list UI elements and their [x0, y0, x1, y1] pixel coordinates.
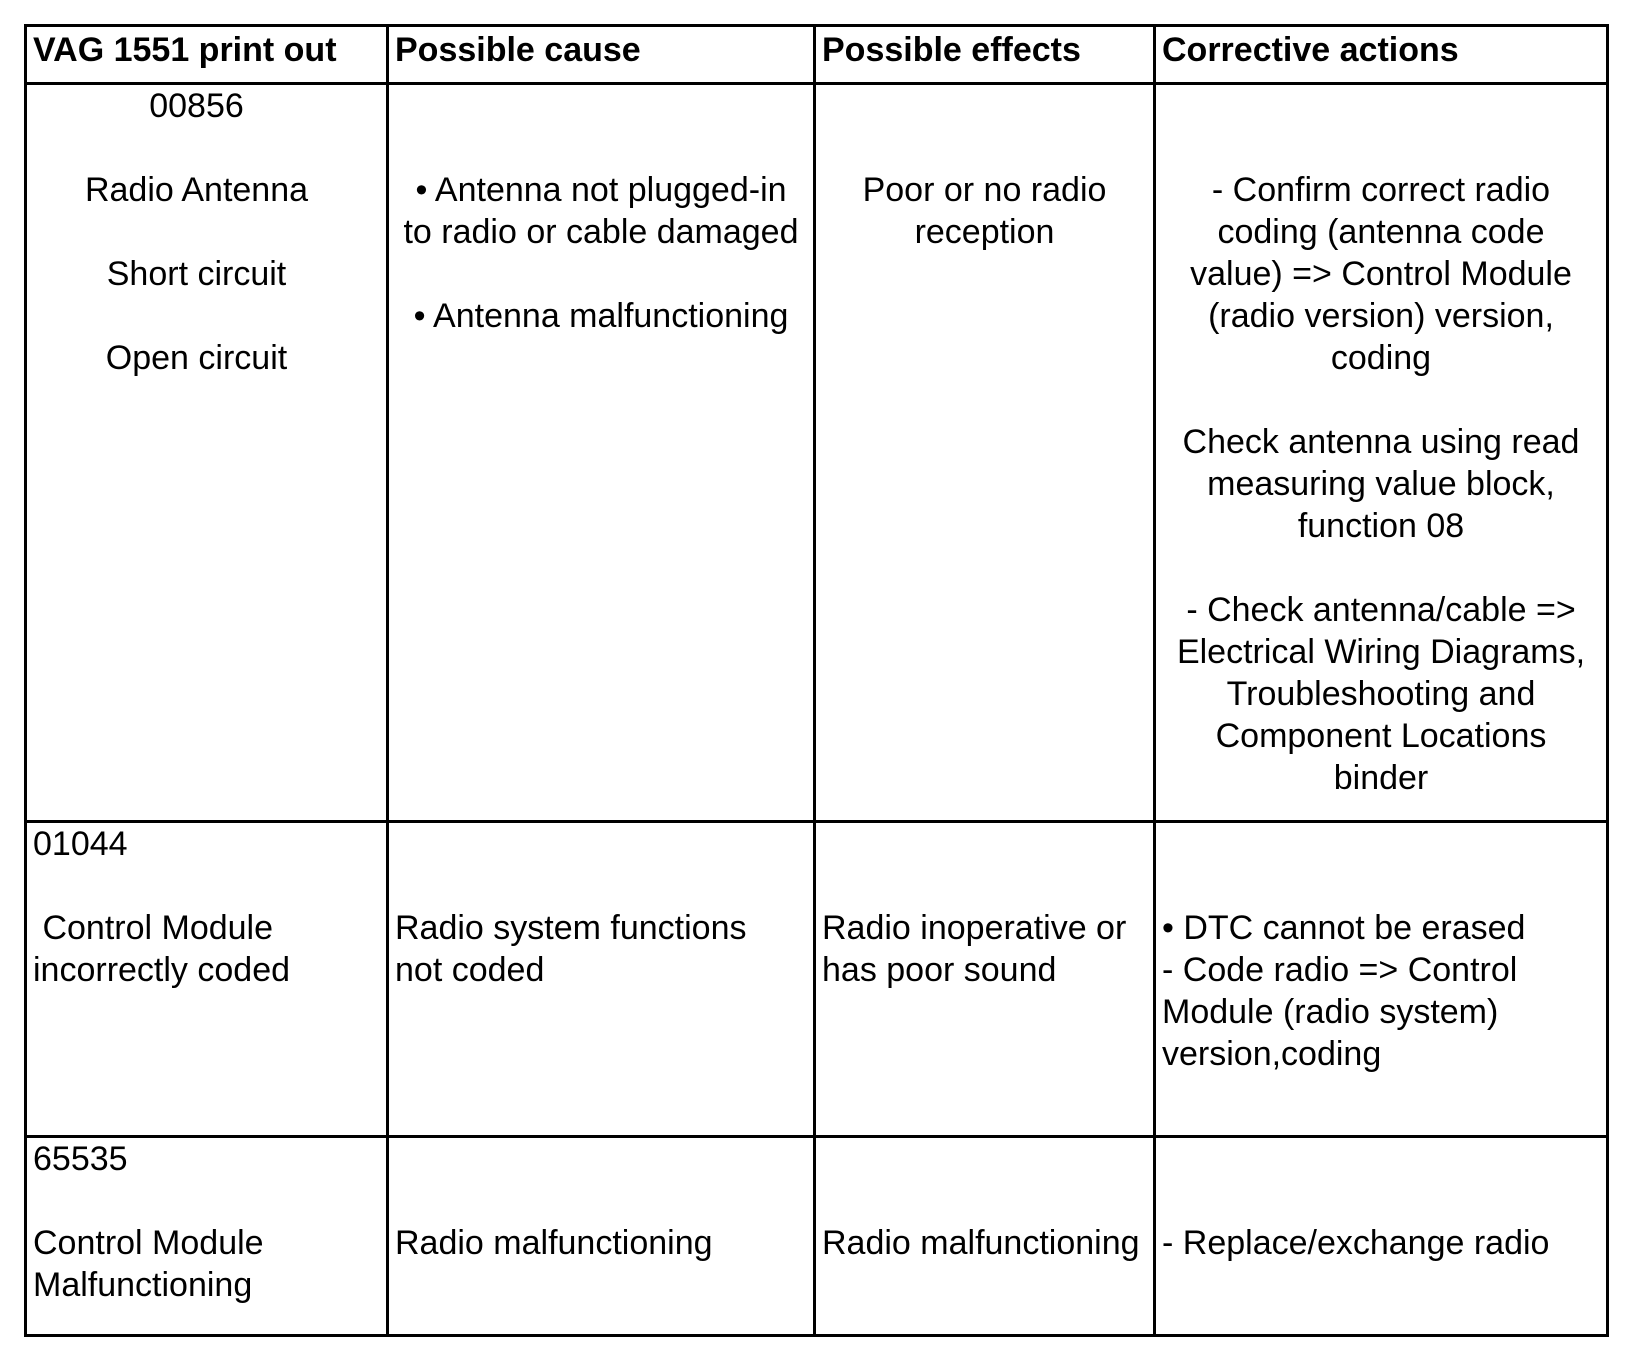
- action-line: Electrical Wiring Diagrams,: [1176, 633, 1586, 671]
- header-actions: Corrective actions: [1155, 26, 1608, 84]
- header-cause: Possible cause: [388, 26, 815, 84]
- table-row: [26, 84, 1608, 822]
- header-printout: VAG 1551 print out: [26, 26, 388, 84]
- action-line: - Check antenna/cable =>: [1186, 591, 1576, 629]
- effects-cell: [815, 822, 1155, 1137]
- effect-line: Poor or no radio: [862, 171, 1107, 209]
- effect-line: has poor sound: [822, 951, 1057, 989]
- action-line: - Confirm correct radio: [1211, 171, 1551, 209]
- action-line: value) => Control Module: [1190, 255, 1572, 293]
- cause-line: • Antenna not plugged-in: [415, 171, 787, 209]
- dtc-code: 01044: [33, 825, 128, 863]
- table-row: [26, 822, 1608, 1137]
- action-line: coding: [1330, 339, 1432, 377]
- action-line: binder: [1333, 759, 1429, 797]
- printout-line: Open circuit: [105, 339, 288, 377]
- printout-line: Short circuit: [106, 255, 287, 293]
- printout-line: Control Module: [33, 909, 274, 947]
- action-line: Module (radio system): [1162, 993, 1499, 1031]
- action-line: function 08: [1297, 507, 1465, 545]
- printout-line: Control Module: [33, 1224, 264, 1262]
- dtc-code: 00856: [149, 87, 244, 125]
- cause-line: not coded: [395, 951, 545, 989]
- table-row: [26, 1137, 1608, 1336]
- header-effects: Possible effects: [815, 26, 1155, 84]
- header-row: [26, 26, 1608, 84]
- printout-line: Malfunctioning: [33, 1266, 253, 1304]
- printout-line: incorrectly coded: [33, 951, 291, 989]
- cause-cell: [388, 84, 815, 822]
- cause-line: Radio system functions: [395, 909, 747, 947]
- effect-line: Radio inoperative or: [822, 909, 1127, 947]
- action-line: (radio version) version,: [1208, 297, 1554, 335]
- cause-line: to radio or cable damaged: [403, 213, 799, 251]
- printout-cell: [26, 1137, 388, 1336]
- dtc-table: [24, 24, 1609, 1337]
- actions-cell: [1155, 822, 1608, 1137]
- printout-cell: [26, 84, 388, 822]
- action-line: - Replace/exchange radio: [1162, 1224, 1550, 1262]
- effect-line: reception: [914, 213, 1055, 251]
- cause-line: • Antenna malfunctioning: [413, 297, 789, 335]
- effects-cell: [815, 1137, 1155, 1336]
- action-line: Troubleshooting and: [1226, 675, 1536, 713]
- actions-cell: [1155, 1137, 1608, 1336]
- action-line: Component Locations: [1215, 717, 1547, 755]
- effect-line: Radio malfunctioning: [822, 1224, 1140, 1262]
- action-line: version,coding: [1162, 1035, 1382, 1073]
- printout-cell: [26, 822, 388, 1137]
- action-line: - Code radio => Control: [1162, 951, 1518, 989]
- effects-cell: [815, 84, 1155, 822]
- printout-line: Radio Antenna: [84, 171, 309, 209]
- actions-cell: [1155, 84, 1608, 822]
- cause-cell: [388, 822, 815, 1137]
- action-line: Check antenna using read: [1182, 423, 1580, 461]
- dtc-code: 65535: [33, 1140, 128, 1178]
- action-line: • DTC cannot be erased: [1162, 909, 1526, 947]
- action-line: measuring value block,: [1207, 465, 1555, 503]
- cause-line: Radio malfunctioning: [395, 1224, 713, 1262]
- cause-cell: [388, 1137, 815, 1336]
- action-line: coding (antenna code: [1217, 213, 1545, 251]
